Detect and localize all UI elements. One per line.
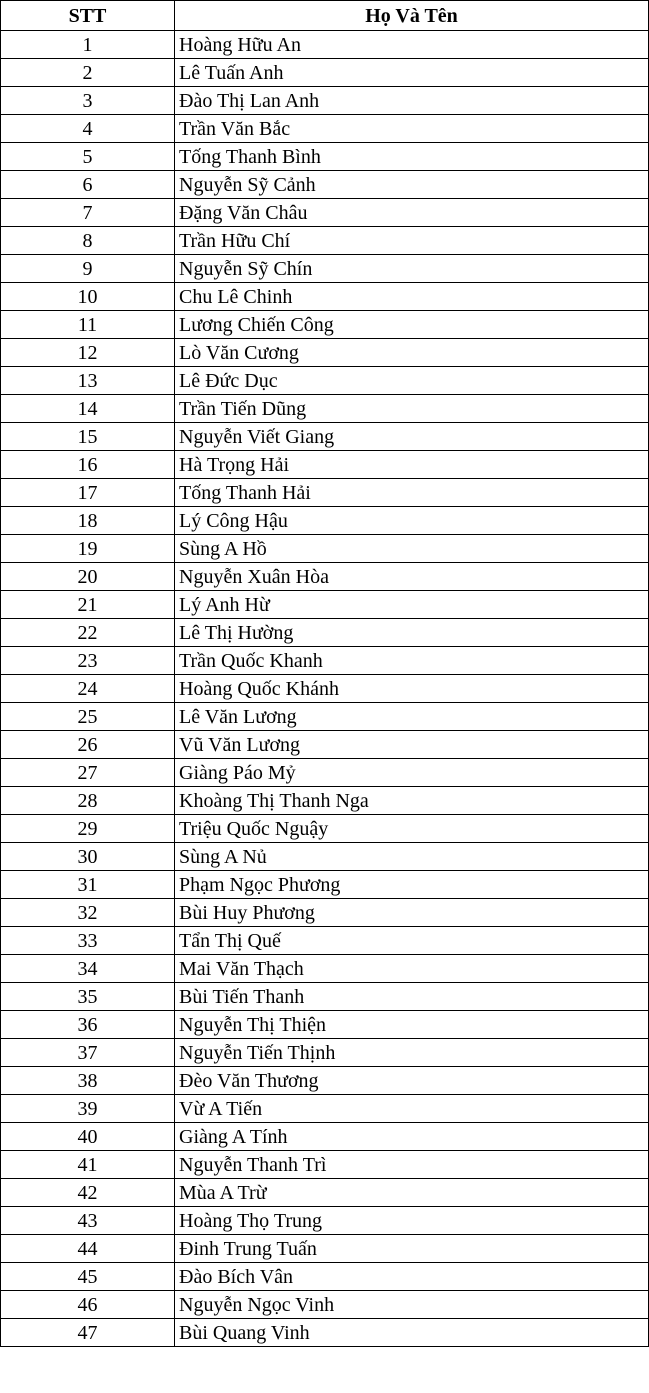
full-name-cell: Nguyễn Tiến Thịnh bbox=[175, 1039, 649, 1067]
table-row bbox=[1, 339, 649, 367]
table-row bbox=[1, 927, 649, 955]
full-name-cell: Nguyễn Viết Giang bbox=[175, 423, 649, 451]
table-row bbox=[1, 759, 649, 787]
table-row bbox=[1, 1263, 649, 1291]
full-name-cell: Mai Văn Thạch bbox=[175, 955, 649, 983]
table-row bbox=[1, 1319, 649, 1347]
table-row bbox=[1, 1207, 649, 1235]
table-row bbox=[1, 619, 649, 647]
full-name-cell: Nguyễn Sỹ Chín bbox=[175, 255, 649, 283]
full-name-cell: Phạm Ngọc Phương bbox=[175, 871, 649, 899]
full-name-cell: Giàng Páo Mỷ bbox=[175, 759, 649, 787]
full-name-cell: Đinh Trung Tuấn bbox=[175, 1235, 649, 1263]
full-name-cell: Hoàng Quốc Khánh bbox=[175, 675, 649, 703]
table-row bbox=[1, 955, 649, 983]
full-name-cell: Đào Thị Lan Anh bbox=[175, 87, 649, 115]
row-number-cell: 34 bbox=[1, 955, 175, 983]
table-row bbox=[1, 31, 649, 59]
row-number-cell: 40 bbox=[1, 1123, 175, 1151]
full-name-cell: Vũ Văn Lương bbox=[175, 731, 649, 759]
full-name-cell: Mùa A Trừ bbox=[175, 1179, 649, 1207]
table-row bbox=[1, 647, 649, 675]
table-row bbox=[1, 507, 649, 535]
table-row bbox=[1, 1123, 649, 1151]
table-row bbox=[1, 787, 649, 815]
full-name-cell: Bùi Huy Phương bbox=[175, 899, 649, 927]
row-number-cell: 18 bbox=[1, 507, 175, 535]
full-name-cell: Lê Đức Dục bbox=[175, 367, 649, 395]
header-row bbox=[1, 1, 649, 31]
row-number-cell: 33 bbox=[1, 927, 175, 955]
table-row bbox=[1, 283, 649, 311]
full-name-cell: Nguyễn Thanh Trì bbox=[175, 1151, 649, 1179]
table-row bbox=[1, 1179, 649, 1207]
full-name-cell: Sùng A Hồ bbox=[175, 535, 649, 563]
full-name-cell: Hoàng Thọ Trung bbox=[175, 1207, 649, 1235]
full-name-cell: Tống Thanh Hải bbox=[175, 479, 649, 507]
table-row bbox=[1, 1011, 649, 1039]
full-name-cell: Nguyễn Ngọc Vinh bbox=[175, 1291, 649, 1319]
full-name-cell: Tống Thanh Bình bbox=[175, 143, 649, 171]
table-row bbox=[1, 87, 649, 115]
full-name-cell: Trần Quốc Khanh bbox=[175, 647, 649, 675]
row-number-cell: 16 bbox=[1, 451, 175, 479]
full-name-cell: Lò Văn Cương bbox=[175, 339, 649, 367]
row-number-cell: 41 bbox=[1, 1151, 175, 1179]
table-row bbox=[1, 171, 649, 199]
row-number-cell: 3 bbox=[1, 87, 175, 115]
table-row bbox=[1, 1095, 649, 1123]
table-row bbox=[1, 815, 649, 843]
full-name-cell: Hoàng Hữu An bbox=[175, 31, 649, 59]
table-row bbox=[1, 1039, 649, 1067]
table-row bbox=[1, 479, 649, 507]
full-name-cell: Đèo Văn Thương bbox=[175, 1067, 649, 1095]
full-name-cell: Lê Văn Lương bbox=[175, 703, 649, 731]
row-number-cell: 44 bbox=[1, 1235, 175, 1263]
full-name-cell: Giàng A Tính bbox=[175, 1123, 649, 1151]
full-name-cell: Khoàng Thị Thanh Nga bbox=[175, 787, 649, 815]
table-row bbox=[1, 675, 649, 703]
table-row bbox=[1, 227, 649, 255]
row-number-cell: 25 bbox=[1, 703, 175, 731]
row-number-cell: 20 bbox=[1, 563, 175, 591]
table-row bbox=[1, 1067, 649, 1095]
table-row bbox=[1, 983, 649, 1011]
table-row bbox=[1, 451, 649, 479]
table-row bbox=[1, 591, 649, 619]
full-name-cell: Trần Hữu Chí bbox=[175, 227, 649, 255]
row-number-cell: 22 bbox=[1, 619, 175, 647]
full-name-cell: Chu Lê Chinh bbox=[175, 283, 649, 311]
row-number-cell: 24 bbox=[1, 675, 175, 703]
full-name-cell: Bùi Tiến Thanh bbox=[175, 983, 649, 1011]
row-number-cell: 36 bbox=[1, 1011, 175, 1039]
row-number-cell: 2 bbox=[1, 59, 175, 87]
full-name-cell: Lý Anh Hừ bbox=[175, 591, 649, 619]
full-name-cell: Trần Tiến Dũng bbox=[175, 395, 649, 423]
row-number-cell: 6 bbox=[1, 171, 175, 199]
row-number-cell: 29 bbox=[1, 815, 175, 843]
row-number-cell: 38 bbox=[1, 1067, 175, 1095]
table-row bbox=[1, 143, 649, 171]
row-number-cell: 5 bbox=[1, 143, 175, 171]
row-number-cell: 12 bbox=[1, 339, 175, 367]
table-row bbox=[1, 311, 649, 339]
table-row bbox=[1, 899, 649, 927]
table-row bbox=[1, 843, 649, 871]
table-row bbox=[1, 423, 649, 451]
table-row bbox=[1, 395, 649, 423]
row-number-cell: 39 bbox=[1, 1095, 175, 1123]
full-name-cell: Trần Văn Bắc bbox=[175, 115, 649, 143]
row-number-cell: 7 bbox=[1, 199, 175, 227]
row-number-cell: 30 bbox=[1, 843, 175, 871]
full-name-cell: Bùi Quang Vinh bbox=[175, 1319, 649, 1347]
table-row bbox=[1, 731, 649, 759]
row-number-cell: 46 bbox=[1, 1291, 175, 1319]
table-row bbox=[1, 199, 649, 227]
full-name-cell: Nguyễn Xuân Hòa bbox=[175, 563, 649, 591]
full-name-cell: Tẩn Thị Quế bbox=[175, 927, 649, 955]
name-column-header: Họ Và Tên bbox=[175, 1, 649, 31]
row-number-cell: 21 bbox=[1, 591, 175, 619]
full-name-cell: Lê Thị Hường bbox=[175, 619, 649, 647]
row-number-cell: 14 bbox=[1, 395, 175, 423]
row-number-cell: 42 bbox=[1, 1179, 175, 1207]
row-number-cell: 11 bbox=[1, 311, 175, 339]
row-number-cell: 9 bbox=[1, 255, 175, 283]
full-name-cell: Lê Tuấn Anh bbox=[175, 59, 649, 87]
row-number-cell: 31 bbox=[1, 871, 175, 899]
row-number-cell: 45 bbox=[1, 1263, 175, 1291]
table-row bbox=[1, 1291, 649, 1319]
table-row bbox=[1, 703, 649, 731]
row-number-cell: 37 bbox=[1, 1039, 175, 1067]
table-row bbox=[1, 367, 649, 395]
table-row bbox=[1, 1235, 649, 1263]
full-name-cell: Nguyễn Sỹ Cảnh bbox=[175, 171, 649, 199]
full-name-cell: Lý Công Hậu bbox=[175, 507, 649, 535]
table-row bbox=[1, 1151, 649, 1179]
row-number-cell: 27 bbox=[1, 759, 175, 787]
table-row bbox=[1, 535, 649, 563]
table-row bbox=[1, 115, 649, 143]
row-number-cell: 19 bbox=[1, 535, 175, 563]
table-row bbox=[1, 871, 649, 899]
row-number-cell: 4 bbox=[1, 115, 175, 143]
row-number-cell: 43 bbox=[1, 1207, 175, 1235]
row-number-cell: 32 bbox=[1, 899, 175, 927]
table-body bbox=[1, 31, 649, 1347]
row-number-cell: 47 bbox=[1, 1319, 175, 1347]
table-row bbox=[1, 59, 649, 87]
full-name-cell: Lương Chiến Công bbox=[175, 311, 649, 339]
full-name-cell: Triệu Quốc Nguậy bbox=[175, 815, 649, 843]
full-name-cell: Nguyễn Thị Thiện bbox=[175, 1011, 649, 1039]
row-number-cell: 8 bbox=[1, 227, 175, 255]
row-number-cell: 1 bbox=[1, 31, 175, 59]
full-name-cell: Hà Trọng Hải bbox=[175, 451, 649, 479]
row-number-cell: 35 bbox=[1, 983, 175, 1011]
row-number-cell: 28 bbox=[1, 787, 175, 815]
full-name-cell: Đặng Văn Châu bbox=[175, 199, 649, 227]
stt-column-header: STT bbox=[1, 1, 175, 31]
full-name-cell: Vừ A Tiến bbox=[175, 1095, 649, 1123]
full-name-cell: Đào Bích Vân bbox=[175, 1263, 649, 1291]
row-number-cell: 17 bbox=[1, 479, 175, 507]
table-row bbox=[1, 255, 649, 283]
row-number-cell: 15 bbox=[1, 423, 175, 451]
row-number-cell: 13 bbox=[1, 367, 175, 395]
full-name-cell: Sùng A Nủ bbox=[175, 843, 649, 871]
row-number-cell: 26 bbox=[1, 731, 175, 759]
table-row bbox=[1, 563, 649, 591]
row-number-cell: 23 bbox=[1, 647, 175, 675]
row-number-cell: 10 bbox=[1, 283, 175, 311]
